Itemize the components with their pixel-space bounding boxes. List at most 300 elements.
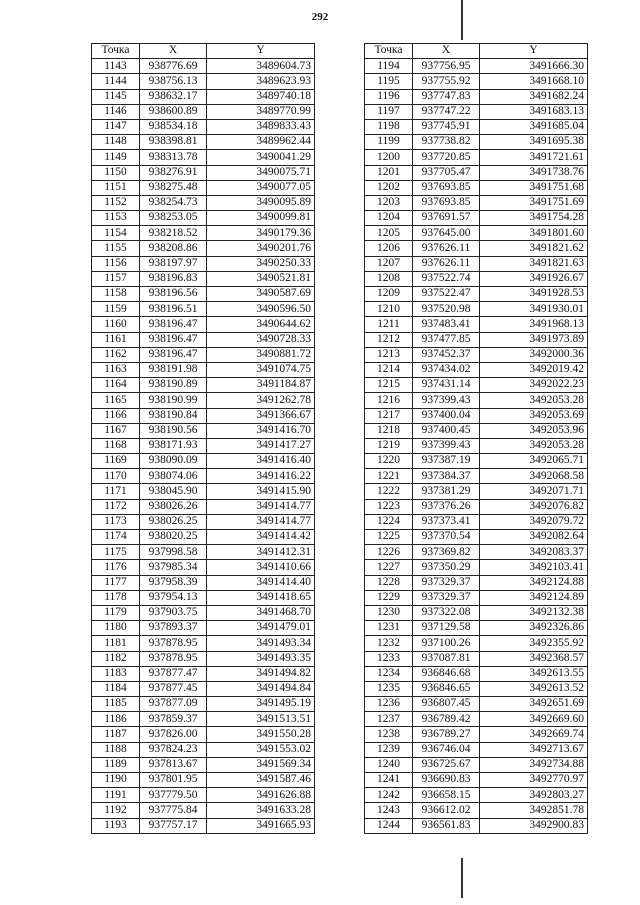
table-row [92, 378, 315, 393]
point-number-cell: 1211 [365, 317, 413, 332]
table-row [365, 605, 588, 620]
y-coordinate-cell: 3492770.97 [480, 773, 588, 788]
y-coordinate-cell: 3491721.61 [480, 150, 588, 165]
table-row [365, 681, 588, 696]
table-row [92, 393, 315, 408]
y-coordinate-cell: 3491926.67 [480, 271, 588, 286]
point-number-cell: 1225 [365, 530, 413, 545]
point-number-cell: 1232 [365, 636, 413, 651]
point-number-cell: 1191 [92, 788, 140, 803]
point-number-cell: 1223 [365, 499, 413, 514]
point-number-cell: 1224 [365, 514, 413, 529]
x-coordinate-cell: 937779.50 [140, 788, 207, 803]
point-number-cell: 1181 [92, 636, 140, 651]
y-coordinate-cell: 3492669.60 [480, 712, 588, 727]
y-coordinate-cell: 3491479.01 [207, 621, 315, 636]
x-coordinate-cell: 937384.37 [413, 469, 480, 484]
point-number-cell: 1202 [365, 180, 413, 195]
table-row [92, 681, 315, 696]
y-coordinate-cell: 3490095.89 [207, 195, 315, 210]
x-coordinate-cell: 938026.26 [140, 499, 207, 514]
y-coordinate-cell: 3492065.71 [480, 454, 588, 469]
point-number-cell: 1187 [92, 727, 140, 742]
point-number-cell: 1161 [92, 332, 140, 347]
y-coordinate-cell: 3491751.68 [480, 180, 588, 195]
x-coordinate-cell: 936789.42 [413, 712, 480, 727]
x-coordinate-cell: 937691.57 [413, 211, 480, 226]
x-coordinate-cell: 938074.06 [140, 469, 207, 484]
point-number-cell: 1162 [92, 347, 140, 362]
table-row [92, 757, 315, 772]
table-row [92, 560, 315, 575]
point-number-cell: 1238 [365, 727, 413, 742]
y-coordinate-cell: 3491665.93 [207, 818, 315, 833]
point-number-cell: 1166 [92, 408, 140, 423]
table-row [365, 378, 588, 393]
x-coordinate-cell: 937329.37 [413, 590, 480, 605]
point-number-cell: 1189 [92, 757, 140, 772]
x-coordinate-cell: 938020.25 [140, 530, 207, 545]
x-coordinate-cell: 938756.13 [140, 74, 207, 89]
x-coordinate-cell: 938197.97 [140, 256, 207, 271]
table-row [92, 119, 315, 134]
y-coordinate-cell: 3491683.13 [480, 104, 588, 119]
table-row [92, 469, 315, 484]
point-number-cell: 1220 [365, 454, 413, 469]
table-row [365, 393, 588, 408]
point-number-cell: 1190 [92, 773, 140, 788]
y-coordinate-cell: 3490179.36 [207, 226, 315, 241]
y-coordinate-cell: 3491550.28 [207, 727, 315, 742]
x-coordinate-cell: 937747.83 [413, 89, 480, 104]
table-row [365, 484, 588, 499]
table-row [92, 74, 315, 89]
table-row [365, 119, 588, 134]
x-coordinate-cell: 937522.74 [413, 271, 480, 286]
x-coordinate-cell: 937985.34 [140, 560, 207, 575]
y-coordinate-cell: 3491418.65 [207, 590, 315, 605]
y-coordinate-cell: 3491513.51 [207, 712, 315, 727]
table-row [92, 818, 315, 833]
x-coordinate-cell: 937878.95 [140, 651, 207, 666]
table-row [365, 89, 588, 104]
y-coordinate-cell: 3491973.89 [480, 332, 588, 347]
table-row [92, 89, 315, 104]
table-row [365, 803, 588, 818]
y-coordinate-cell: 3492068.58 [480, 469, 588, 484]
point-number-cell: 1209 [365, 287, 413, 302]
y-coordinate-cell: 3492124.88 [480, 575, 588, 590]
table-row [92, 484, 315, 499]
table-row [365, 697, 588, 712]
point-number-cell: 1145 [92, 89, 140, 104]
point-number-cell: 1177 [92, 575, 140, 590]
x-coordinate-cell: 937878.95 [140, 636, 207, 651]
header-y: Y [207, 44, 315, 59]
point-number-cell: 1231 [365, 621, 413, 636]
x-coordinate-cell: 937645.00 [413, 226, 480, 241]
x-coordinate-cell: 937087.81 [413, 651, 480, 666]
x-coordinate-cell: 937400.04 [413, 408, 480, 423]
point-number-cell: 1236 [365, 697, 413, 712]
point-number-cell: 1167 [92, 423, 140, 438]
point-number-cell: 1210 [365, 302, 413, 317]
y-coordinate-cell: 3492900.83 [480, 818, 588, 833]
y-coordinate-cell: 3492076.82 [480, 499, 588, 514]
table-row [92, 712, 315, 727]
point-number-cell: 1227 [365, 560, 413, 575]
y-coordinate-cell: 3490881.72 [207, 347, 315, 362]
x-coordinate-cell: 937877.09 [140, 697, 207, 712]
x-coordinate-cell: 938253.05 [140, 211, 207, 226]
table-row [365, 757, 588, 772]
table-row [92, 530, 315, 545]
y-coordinate-cell: 3491569.34 [207, 757, 315, 772]
point-number-cell: 1195 [365, 74, 413, 89]
y-coordinate-cell: 3491754.28 [480, 211, 588, 226]
x-coordinate-cell: 936725.67 [413, 757, 480, 772]
x-coordinate-cell: 938275.48 [140, 180, 207, 195]
y-coordinate-cell: 3489740.18 [207, 89, 315, 104]
point-number-cell: 1199 [365, 135, 413, 150]
table-row [365, 104, 588, 119]
x-coordinate-cell: 937801.95 [140, 773, 207, 788]
y-coordinate-cell: 3492053.69 [480, 408, 588, 423]
y-coordinate-cell: 3491493.34 [207, 636, 315, 651]
y-coordinate-cell: 3491414.40 [207, 575, 315, 590]
point-number-cell: 1174 [92, 530, 140, 545]
x-coordinate-cell: 938196.51 [140, 302, 207, 317]
x-coordinate-cell: 936561.83 [413, 818, 480, 833]
table-row [365, 226, 588, 241]
table-row [92, 666, 315, 681]
table-row [92, 773, 315, 788]
point-number-cell: 1201 [365, 165, 413, 180]
x-coordinate-cell: 936846.68 [413, 666, 480, 681]
table-row [92, 545, 315, 560]
table-row [92, 651, 315, 666]
point-number-cell: 1150 [92, 165, 140, 180]
y-coordinate-cell: 3492132.38 [480, 605, 588, 620]
point-number-cell: 1242 [365, 788, 413, 803]
table-row [92, 621, 315, 636]
table-row [92, 636, 315, 651]
x-coordinate-cell: 938090.09 [140, 454, 207, 469]
table-row [365, 59, 588, 74]
point-number-cell: 1207 [365, 256, 413, 271]
y-coordinate-cell: 3492053.28 [480, 438, 588, 453]
y-coordinate-cell: 3492613.52 [480, 681, 588, 696]
x-coordinate-cell: 938776.69 [140, 59, 207, 74]
y-coordinate-cell: 3491417.27 [207, 438, 315, 453]
y-coordinate-cell: 3491968.13 [480, 317, 588, 332]
table-row [92, 256, 315, 271]
point-number-cell: 1159 [92, 302, 140, 317]
x-coordinate-cell: 937958.39 [140, 575, 207, 590]
point-number-cell: 1160 [92, 317, 140, 332]
x-coordinate-cell: 937434.02 [413, 362, 480, 377]
table-row [92, 180, 315, 195]
header-x: X [140, 44, 207, 59]
y-coordinate-cell: 3491553.02 [207, 742, 315, 757]
x-coordinate-cell: 937100.26 [413, 636, 480, 651]
y-coordinate-cell: 3492355.92 [480, 636, 588, 651]
y-coordinate-cell: 3492368.57 [480, 651, 588, 666]
y-coordinate-cell: 3492000.36 [480, 347, 588, 362]
table-row [92, 423, 315, 438]
x-coordinate-cell: 938171.93 [140, 438, 207, 453]
table-row [365, 287, 588, 302]
x-coordinate-cell: 938196.47 [140, 332, 207, 347]
y-coordinate-cell: 3491682.24 [480, 89, 588, 104]
table-row [365, 74, 588, 89]
point-number-cell: 1168 [92, 438, 140, 453]
x-coordinate-cell: 938190.99 [140, 393, 207, 408]
x-coordinate-cell: 937431.14 [413, 378, 480, 393]
x-coordinate-cell: 936789.27 [413, 727, 480, 742]
table-row [92, 150, 315, 165]
table-row [92, 514, 315, 529]
y-coordinate-cell: 3492082.64 [480, 530, 588, 545]
y-coordinate-cell: 3491414.42 [207, 530, 315, 545]
y-coordinate-cell: 3492022.23 [480, 378, 588, 393]
y-coordinate-cell: 3491695.38 [480, 135, 588, 150]
table-row [92, 317, 315, 332]
y-coordinate-cell: 3491468.70 [207, 605, 315, 620]
x-coordinate-cell: 937775.84 [140, 803, 207, 818]
y-coordinate-cell: 3490075.71 [207, 165, 315, 180]
page-number: 292 [311, 11, 329, 23]
y-coordinate-cell: 3492083.37 [480, 545, 588, 560]
table-row [92, 454, 315, 469]
x-coordinate-cell: 937373.41 [413, 514, 480, 529]
x-coordinate-cell: 937720.85 [413, 150, 480, 165]
point-number-cell: 1180 [92, 621, 140, 636]
x-coordinate-cell: 937813.67 [140, 757, 207, 772]
table-row [365, 347, 588, 362]
point-number-cell: 1172 [92, 499, 140, 514]
point-number-cell: 1164 [92, 378, 140, 393]
table-row [365, 135, 588, 150]
table-row [92, 438, 315, 453]
table-row [365, 773, 588, 788]
point-number-cell: 1241 [365, 773, 413, 788]
y-coordinate-cell: 3491821.63 [480, 256, 588, 271]
table-row [92, 347, 315, 362]
y-coordinate-cell: 3490587.69 [207, 287, 315, 302]
y-coordinate-cell: 3491685.04 [480, 119, 588, 134]
y-coordinate-cell: 3490201.76 [207, 241, 315, 256]
y-coordinate-cell: 3490250.33 [207, 256, 315, 271]
y-coordinate-cell: 3492124.89 [480, 590, 588, 605]
x-coordinate-cell: 937399.43 [413, 393, 480, 408]
x-coordinate-cell: 938045.90 [140, 484, 207, 499]
point-number-cell: 1169 [92, 454, 140, 469]
point-number-cell: 1188 [92, 742, 140, 757]
y-coordinate-cell: 3492053.28 [480, 393, 588, 408]
x-coordinate-cell: 937381.29 [413, 484, 480, 499]
x-coordinate-cell: 937693.85 [413, 195, 480, 210]
table-row [92, 165, 315, 180]
header-x: X [413, 44, 480, 59]
x-coordinate-cell: 937350.29 [413, 560, 480, 575]
point-number-cell: 1186 [92, 712, 140, 727]
y-coordinate-cell: 3491666.30 [480, 59, 588, 74]
x-coordinate-cell: 937859.37 [140, 712, 207, 727]
table-row [92, 362, 315, 377]
coordinates-table-right [364, 43, 588, 834]
x-coordinate-cell: 937387.19 [413, 454, 480, 469]
table-row [365, 241, 588, 256]
table-row [92, 195, 315, 210]
table-row [365, 545, 588, 560]
x-coordinate-cell: 937877.45 [140, 681, 207, 696]
y-coordinate-cell: 3491494.82 [207, 666, 315, 681]
x-coordinate-cell: 937399.43 [413, 438, 480, 453]
x-coordinate-cell: 937998.58 [140, 545, 207, 560]
point-number-cell: 1219 [365, 438, 413, 453]
table-row [92, 727, 315, 742]
x-coordinate-cell: 936690.83 [413, 773, 480, 788]
point-number-cell: 1173 [92, 514, 140, 529]
y-coordinate-cell: 3492326.86 [480, 621, 588, 636]
point-number-cell: 1171 [92, 484, 140, 499]
y-coordinate-cell: 3489770.99 [207, 104, 315, 119]
x-coordinate-cell: 938190.89 [140, 378, 207, 393]
point-number-cell: 1206 [365, 241, 413, 256]
table-row [365, 180, 588, 195]
x-coordinate-cell: 936846.65 [413, 681, 480, 696]
coordinates-table-left [91, 43, 315, 834]
table-row [92, 803, 315, 818]
x-coordinate-cell: 937738.82 [413, 135, 480, 150]
point-number-cell: 1152 [92, 195, 140, 210]
table-row [365, 271, 588, 286]
y-coordinate-cell: 3492103.41 [480, 560, 588, 575]
table-row [365, 211, 588, 226]
point-number-cell: 1215 [365, 378, 413, 393]
y-coordinate-cell: 3492669.74 [480, 727, 588, 742]
y-coordinate-cell: 3490521.81 [207, 271, 315, 286]
table-row [92, 499, 315, 514]
y-coordinate-cell: 3491074.75 [207, 362, 315, 377]
point-number-cell: 1196 [365, 89, 413, 104]
x-coordinate-cell: 937755.92 [413, 74, 480, 89]
x-coordinate-cell: 937522.47 [413, 287, 480, 302]
table-row [365, 302, 588, 317]
point-number-cell: 1244 [365, 818, 413, 833]
y-coordinate-cell: 3491415.90 [207, 484, 315, 499]
point-number-cell: 1198 [365, 119, 413, 134]
point-number-cell: 1221 [365, 469, 413, 484]
table-row [365, 165, 588, 180]
point-number-cell: 1170 [92, 469, 140, 484]
point-number-cell: 1204 [365, 211, 413, 226]
point-number-cell: 1197 [365, 104, 413, 119]
x-coordinate-cell: 937376.26 [413, 499, 480, 514]
y-coordinate-cell: 3491633.28 [207, 803, 315, 818]
table-row [365, 636, 588, 651]
y-coordinate-cell: 3492734.88 [480, 757, 588, 772]
y-coordinate-cell: 3492071.71 [480, 484, 588, 499]
x-coordinate-cell: 937452.37 [413, 347, 480, 362]
point-number-cell: 1178 [92, 590, 140, 605]
y-coordinate-cell: 3492613.55 [480, 666, 588, 681]
point-number-cell: 1192 [92, 803, 140, 818]
point-number-cell: 1243 [365, 803, 413, 818]
table-row [365, 256, 588, 271]
x-coordinate-cell: 938313.78 [140, 150, 207, 165]
y-coordinate-cell: 3491928.53 [480, 287, 588, 302]
table-row [365, 788, 588, 803]
x-coordinate-cell: 937369.82 [413, 545, 480, 560]
table-row [365, 317, 588, 332]
point-number-cell: 1155 [92, 241, 140, 256]
point-number-cell: 1147 [92, 119, 140, 134]
y-coordinate-cell: 3491412.31 [207, 545, 315, 560]
table-row [365, 423, 588, 438]
x-coordinate-cell: 937483.41 [413, 317, 480, 332]
x-coordinate-cell: 938632.17 [140, 89, 207, 104]
x-coordinate-cell: 938534.18 [140, 119, 207, 134]
point-number-cell: 1184 [92, 681, 140, 696]
y-coordinate-cell: 3491414.77 [207, 499, 315, 514]
x-coordinate-cell: 937477.85 [413, 332, 480, 347]
x-coordinate-cell: 938026.25 [140, 514, 207, 529]
y-coordinate-cell: 3489604.73 [207, 59, 315, 74]
x-coordinate-cell: 938191.98 [140, 362, 207, 377]
x-coordinate-cell: 938398.81 [140, 135, 207, 150]
y-coordinate-cell: 3491930.01 [480, 302, 588, 317]
point-number-cell: 1153 [92, 211, 140, 226]
point-number-cell: 1205 [365, 226, 413, 241]
table-row [365, 195, 588, 210]
table-row [92, 302, 315, 317]
y-coordinate-cell: 3491494.84 [207, 681, 315, 696]
x-coordinate-cell: 937329.37 [413, 575, 480, 590]
y-coordinate-cell: 3491751.69 [480, 195, 588, 210]
point-number-cell: 1157 [92, 271, 140, 286]
x-coordinate-cell: 937693.85 [413, 180, 480, 195]
point-number-cell: 1216 [365, 393, 413, 408]
table-row [92, 590, 315, 605]
y-coordinate-cell: 3492713.67 [480, 742, 588, 757]
table-row [365, 590, 588, 605]
y-coordinate-cell: 3491410.66 [207, 560, 315, 575]
table-row [92, 104, 315, 119]
table-row [365, 742, 588, 757]
table-row [365, 408, 588, 423]
x-coordinate-cell: 937824.23 [140, 742, 207, 757]
point-number-cell: 1193 [92, 818, 140, 833]
y-coordinate-cell: 3490644.62 [207, 317, 315, 332]
y-coordinate-cell: 3491416.70 [207, 423, 315, 438]
table-row [92, 408, 315, 423]
table-row [365, 621, 588, 636]
table-row [365, 666, 588, 681]
point-number-cell: 1214 [365, 362, 413, 377]
point-number-cell: 1203 [365, 195, 413, 210]
table-row [365, 560, 588, 575]
table-row [365, 818, 588, 833]
table-row [365, 362, 588, 377]
point-number-cell: 1200 [365, 150, 413, 165]
table-row [365, 530, 588, 545]
table-header-row [92, 44, 315, 59]
y-coordinate-cell: 3491668.10 [480, 74, 588, 89]
y-coordinate-cell: 3492019.42 [480, 362, 588, 377]
y-coordinate-cell: 3491366.67 [207, 408, 315, 423]
